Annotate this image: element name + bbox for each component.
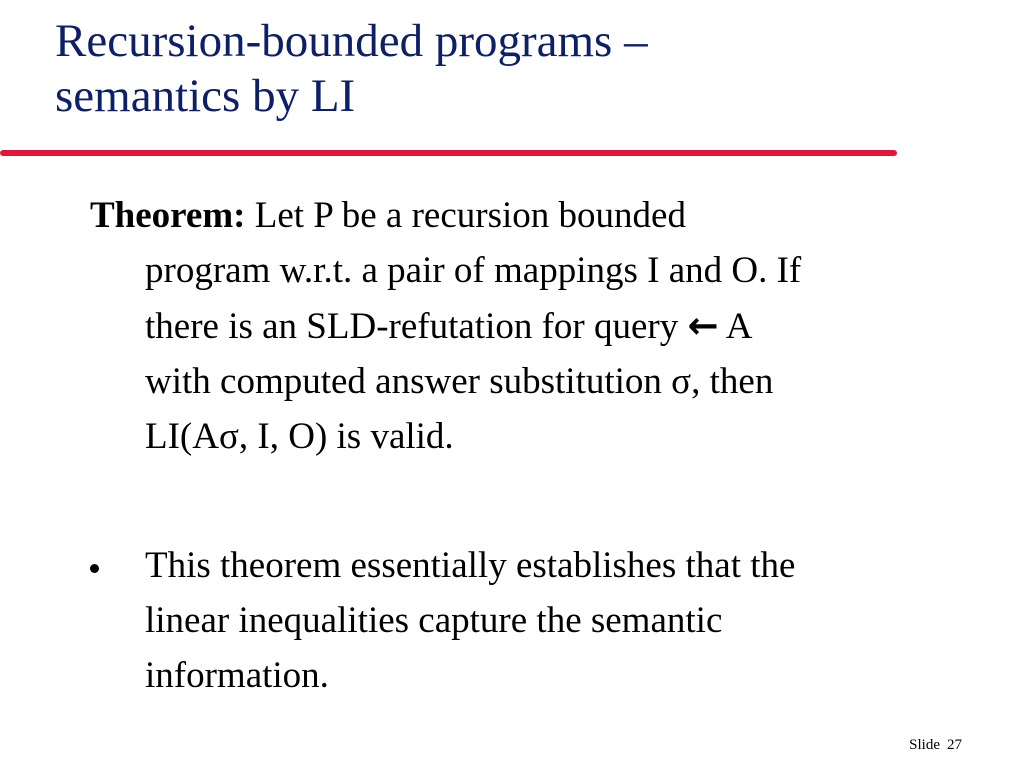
- theorem-line-1-text: Let P be a recursion bounded: [245, 195, 686, 236]
- theorem-line-3-text-a: there is an SLD-refutation for query: [145, 306, 688, 347]
- theorem-line-4: with computed answer substitution σ, then: [145, 361, 774, 402]
- bullet-text: [145, 538, 795, 703]
- theorem-label: Theorem:: [90, 195, 246, 236]
- left-arrow-icon: ←: [687, 304, 719, 347]
- bullet-line-3: information.: [145, 655, 329, 696]
- theorem-line-3: [90, 298, 970, 354]
- title-underline-rule: [0, 150, 897, 156]
- slide-number: 27: [947, 737, 962, 753]
- slide-number-footer: [909, 737, 962, 754]
- bullet-dot-icon: [90, 564, 99, 573]
- theorem-line-3-text-b: A: [718, 306, 753, 347]
- slide-label: Slide: [909, 737, 940, 753]
- theorem-line-2: program w.r.t. a pair of mappings I and O. If: [145, 250, 802, 291]
- title-line-1: Recursion-bounded programs –: [55, 15, 648, 67]
- bullet-line-2: linear inequalities capture the semantic: [145, 600, 723, 641]
- theorem-line-1: [90, 188, 970, 243]
- theorem-paragraph: [90, 188, 970, 464]
- title-line-2: semantics by LI: [55, 70, 356, 122]
- slide-title: [55, 14, 955, 124]
- bullet-line-1: This theorem essentially establishes that the: [145, 545, 796, 586]
- theorem-line-5: LI(Aσ, I, O) is valid.: [145, 416, 454, 457]
